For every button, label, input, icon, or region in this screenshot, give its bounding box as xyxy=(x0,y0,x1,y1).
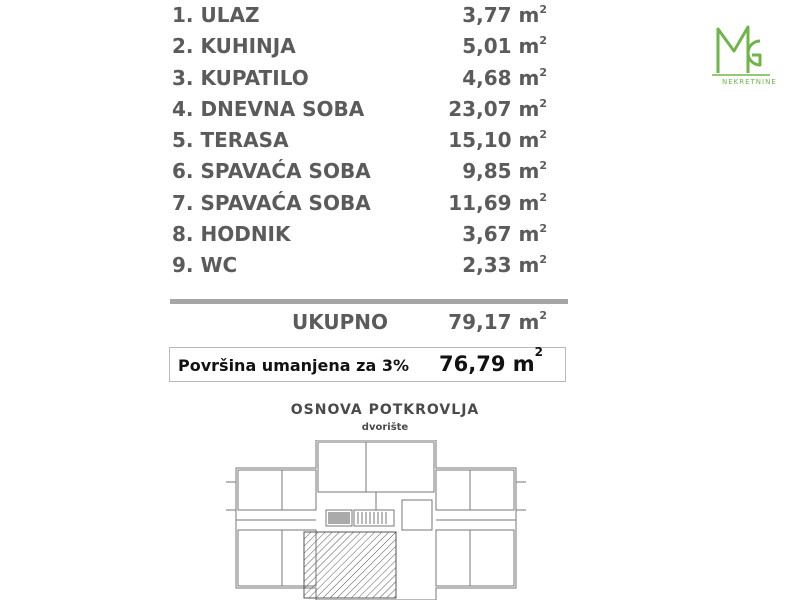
plan-subtitle: dvorište xyxy=(361,422,409,433)
room-area: 3,77 $m^2$ xyxy=(462,3,547,27)
floor-plan-image xyxy=(226,440,526,600)
room-row xyxy=(172,31,547,62)
room-name: 1. ULAZ xyxy=(172,3,260,27)
room-name: 7. SPAVAĆA SOBA xyxy=(172,190,371,215)
room-name: 4. DNEVNA SOBA xyxy=(172,96,365,121)
room-area: 11,69 $m^2$ xyxy=(448,190,547,215)
room-area: 4,68 $m^2$ xyxy=(462,65,547,90)
total-row xyxy=(172,307,547,337)
total-label: UKUPNO xyxy=(292,310,389,334)
room-area: 9,85 $m^2$ xyxy=(462,159,547,184)
room-area-list xyxy=(172,0,547,281)
room-area: 23,07 $m^2$ xyxy=(448,96,547,121)
total-divider xyxy=(170,299,568,304)
company-logo-text: NEKRETNINE xyxy=(722,78,777,86)
room-row xyxy=(172,250,547,281)
company-logo-icon xyxy=(700,15,776,79)
total-value: 79,17 $m^2$ xyxy=(448,309,547,334)
reduced-area-value: 76,79 $m^2$ xyxy=(439,345,543,376)
room-row xyxy=(172,219,547,250)
reduced-area-box xyxy=(169,347,566,382)
room-name: 3. KUPATILO xyxy=(172,65,309,90)
plan-title: OSNOVA POTKROVLJA xyxy=(290,402,480,418)
room-name: 9. WC xyxy=(172,253,238,277)
room-row xyxy=(172,156,547,187)
room-row xyxy=(172,188,547,219)
room-name: 8. HODNIK xyxy=(172,221,291,246)
room-area: 2,33 $m^2$ xyxy=(462,253,547,277)
room-area: 5,01 $m^2$ xyxy=(462,34,547,59)
room-area: 3,67 $m^2$ xyxy=(462,221,547,246)
room-row xyxy=(172,125,547,156)
reduced-area-label: Površina umanjena za 3% xyxy=(178,356,409,375)
room-name: 2. KUHINJA xyxy=(172,34,296,59)
room-row xyxy=(172,63,547,94)
room-name: 5. TERASA xyxy=(172,128,289,152)
room-name: 6. SPAVAĆA SOBA xyxy=(172,159,371,184)
room-row xyxy=(172,0,547,31)
room-area: 15,10 $m^2$ xyxy=(448,128,547,152)
room-row xyxy=(172,94,547,125)
